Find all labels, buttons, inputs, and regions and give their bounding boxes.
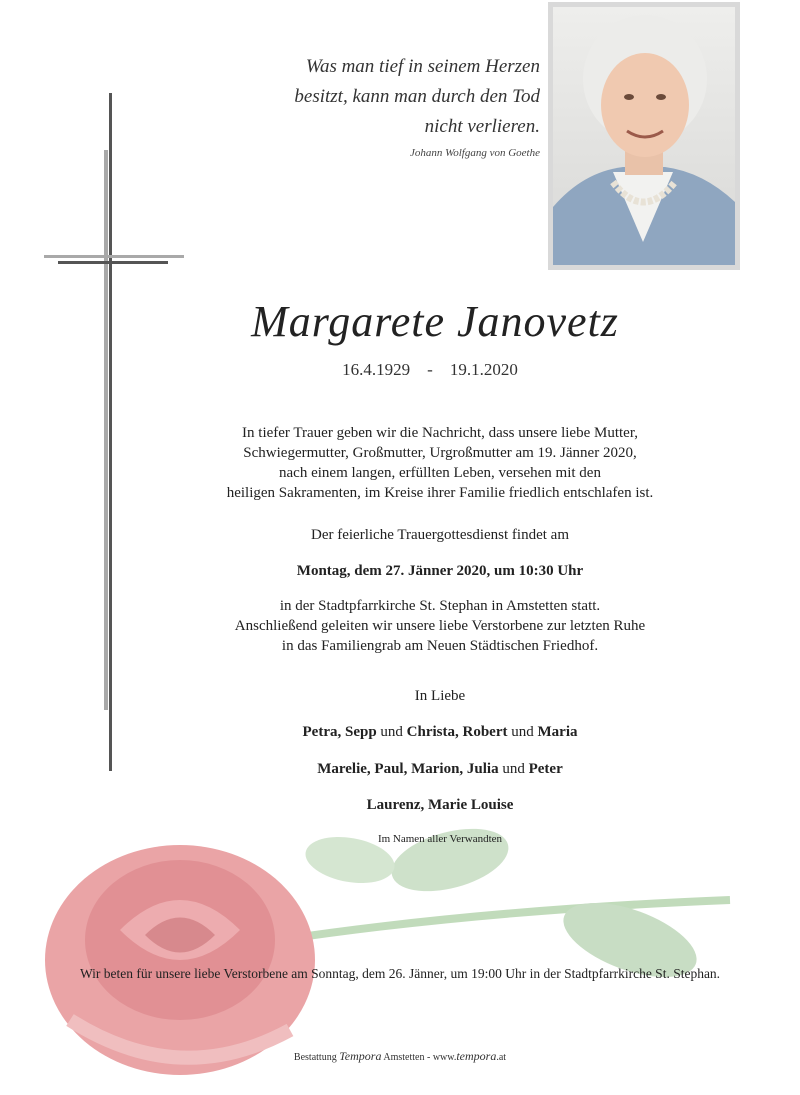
life-dates — [250, 360, 610, 380]
announcement-text — [150, 423, 730, 503]
announcement-line: heiligen Sakramenten, im Kreise ihrer Familie friedlich entschlafen ist. — [226, 485, 654, 501]
family-and: und — [380, 724, 403, 740]
service-place-line: in der Stadtpfarrkirche St. Stephan in Amstetten statt. — [279, 598, 601, 614]
portrait-photo — [553, 7, 735, 265]
death-date: 19.1.2020 — [449, 360, 518, 379]
family-names: Marelie, Paul, Marion, Julia — [317, 761, 499, 777]
in-love: In Liebe — [414, 688, 466, 704]
announcement-line: Schwiegermutter, Großmutter, Urgroßmutter am 19. Jänner 2020, — [243, 445, 637, 461]
announcement-line: nach einem langen, erfüllten Leben, versehen mit den — [279, 465, 601, 481]
cross-horizontal-light — [44, 255, 184, 258]
family-row-1 — [150, 722, 730, 742]
service-place-line: Anschließend geleiten wir unsere liebe Verstorbene zur letzten Ruhe — [234, 618, 646, 634]
footer-url-brand: tempora — [456, 1049, 497, 1063]
cross-vertical-light — [104, 150, 108, 710]
quote-line-3: nicht verlieren. — [424, 116, 540, 137]
deceased-name: Margarete Janovetz — [251, 297, 619, 346]
footer-prefix: Bestattung — [293, 1052, 337, 1063]
footer-brand: Tempora — [339, 1049, 382, 1063]
announcement-line: In tiefer Trauer geben wir die Nachricht, dass unsere liebe Mutter, — [242, 425, 638, 441]
cross-vertical-dark — [109, 93, 112, 771]
quote-line-1: Was man tief in seinem Herzen — [305, 56, 540, 77]
family-and: und — [511, 724, 534, 740]
family-names: Petra, Sepp — [302, 724, 377, 740]
service-date: Montag, dem 27. Jänner 2020, um 10:30 Uhr — [296, 563, 584, 579]
service-place-line: in das Familiengrab am Neuen Städtischen Friedhof. — [281, 638, 599, 654]
service-intro: Der feierliche Trauergottesdienst findet am — [311, 527, 569, 543]
quote — [230, 52, 540, 142]
footer — [220, 1049, 580, 1064]
service-place — [150, 596, 730, 656]
quote-author: Johann Wolfgang von Goethe — [409, 147, 540, 159]
family-names: Christa, Robert — [406, 724, 508, 740]
family-and: und — [502, 761, 525, 777]
family-row-2 — [150, 759, 730, 779]
prayer-notice: Wir beten für unsere liebe Verstorbene am Sonntag, dem 26. Jänner, um 19:00 Uhr in der Stadtpfarrkirche St. Stephan. — [79, 966, 721, 981]
birth-date: 16.4.1929 — [342, 360, 411, 379]
family-row-3: Laurenz, Marie Louise — [366, 797, 514, 813]
relatives-note: Im Namen aller Verwandten — [377, 833, 503, 845]
footer-suffix: Amstetten - www. — [383, 1052, 457, 1063]
family-names: Peter — [528, 761, 563, 777]
family-names: Maria — [537, 724, 578, 740]
quote-line-2: besitzt, kann man durch den Tod — [294, 86, 540, 107]
date-separator: - — [427, 360, 433, 379]
cross-horizontal-dark — [58, 261, 168, 264]
footer-url-tld: .at — [496, 1052, 507, 1063]
